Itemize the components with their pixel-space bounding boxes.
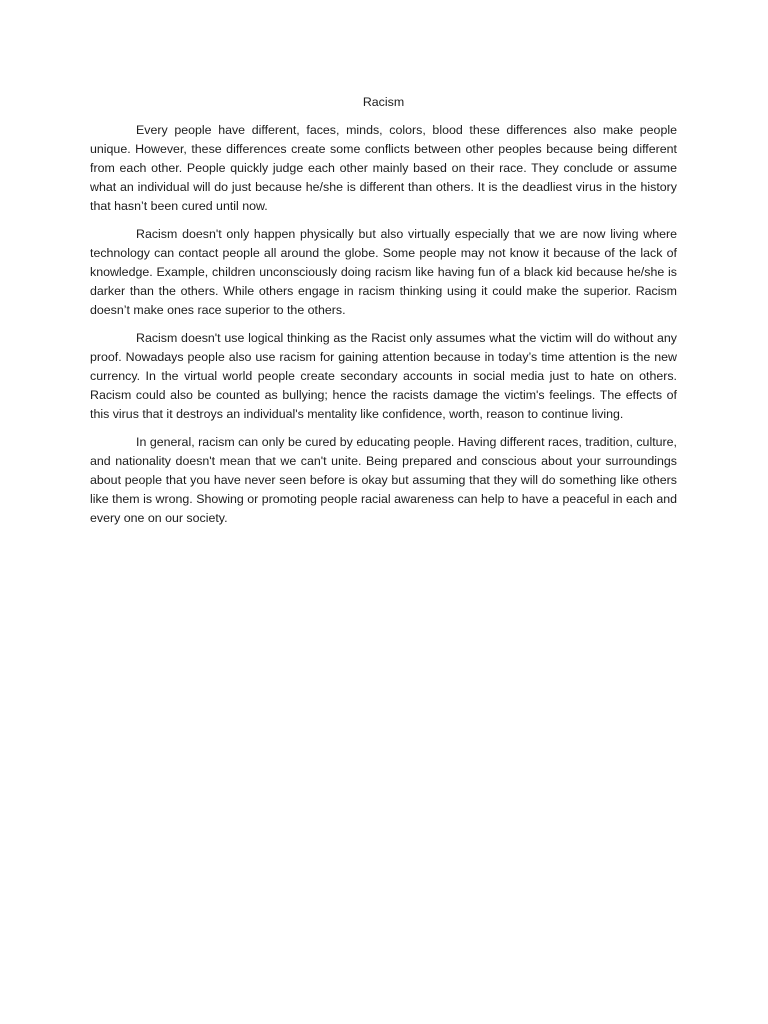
paragraph-3: Racism doesn't use logical thinking as the Racist only assumes what the victim will do without any proof. Nowadays people also use racism for gaining attention because in today’s time attention is the new currency. In the virtual world people create secondary accounts in social media just to hate on others. Racism could also be counted as bullying; hence the racists damage the victim's feelings. The effects of this virus that it destroys an individual's mentality like confidence, worth, reason to continue living. (90, 330, 677, 421)
document-title: Racism (362, 95, 405, 109)
paragraph-4: In general, racism can only be cured by educating people. Having different races, tradition, culture, and nationality doesn't mean that we can't unite. Being prepared and conscious about your surroundings about people that you have never seen before is okay but assuming that they will do something like others like them is wrong. Showing or promoting people racial awareness can help to have a peaceful in each and every one on our society. (90, 435, 677, 525)
document-body (90, 93, 677, 537)
paragraph-1: Every people have different, faces, minds, colors, blood these differences also make people unique. However, these differences create some conflicts between other peoples because being different from each other. People quickly judge each other mainly based on their race. They conclude or assume what an individual will do just because he/she is different than others. It is the deadliest virus in the history that hasn’t been cured until now. (90, 122, 677, 213)
paragraph-2: Racism doesn't only happen physically but also virtually especially that we are now living where technology can contact people all around the globe. Some people may not know it because of the lack of knowledge. Example, children unconsciously doing racism like having fun of a black kid because he/she is darker than the others. While others engage in racism thinking using it could make the superior. Racism doesn’t make ones race superior to the others. (90, 226, 677, 317)
